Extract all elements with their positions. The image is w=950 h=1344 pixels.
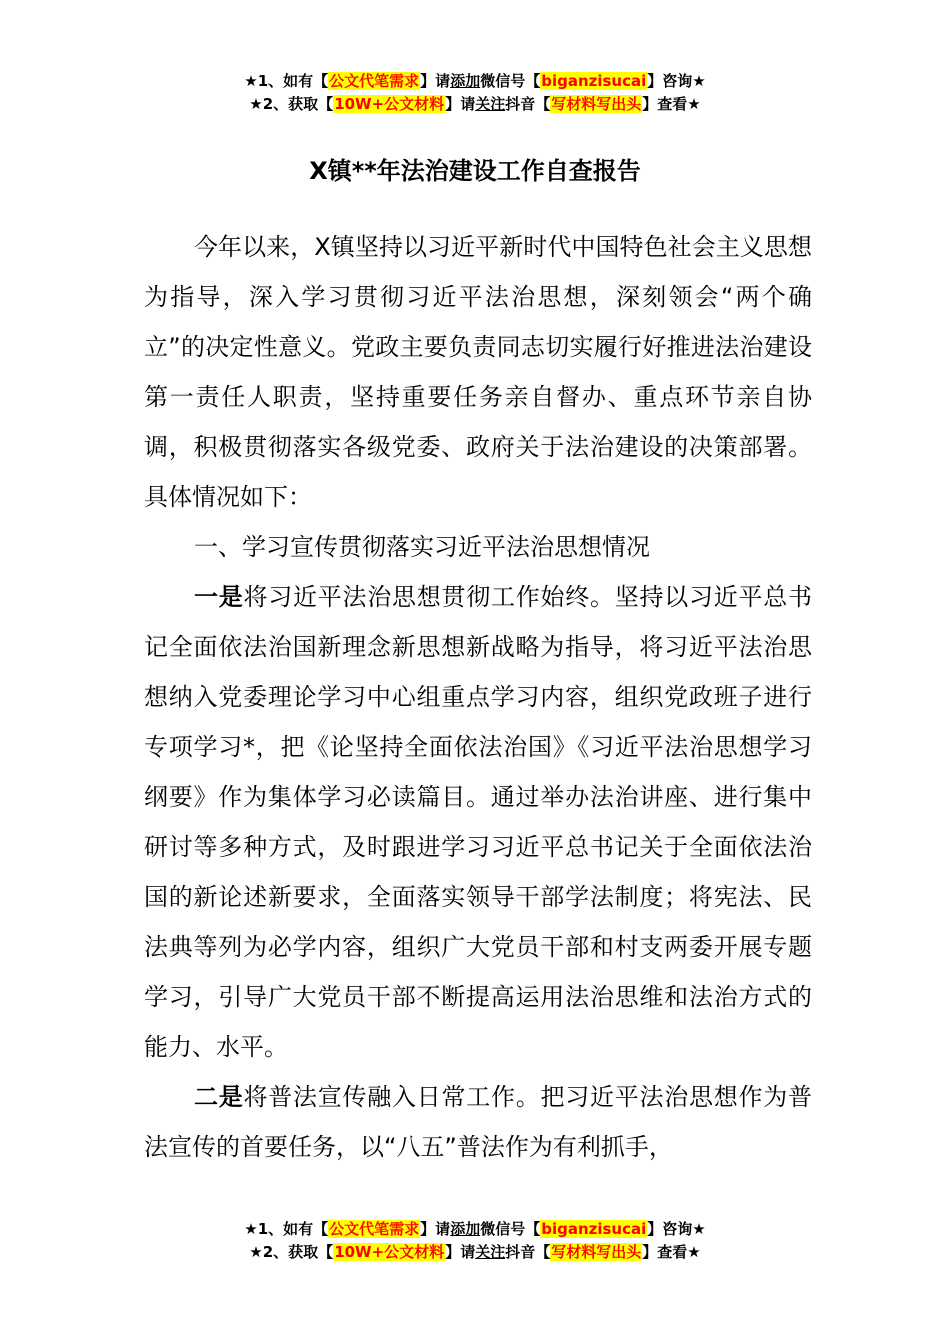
point-label: 一是 bbox=[194, 583, 244, 611]
header-banner bbox=[0, 70, 950, 116]
highlight-douyin: 写材料写出头 bbox=[551, 1243, 642, 1261]
highlight-wechat-id: biganzisucai bbox=[541, 72, 647, 90]
highlight-douyin: 写材料写出头 bbox=[551, 95, 642, 113]
point-one-paragraph: 一是将习近平法治思想贯彻工作始终。坚持以习近平总书记全面依法治国新理念新思想新战略为指导，将习近平法治思想纳入党委理论学习中心组重点学习内容，组织党政班子进行专项学习*，把《论坚持全面依法治国》《习近平法治思想学习纲要》作为集体学习必读篇目。通过举办法治讲座、进行集中研讨等多种方式，及时跟进学习习近平总书记关于全面依法治国的新论述新要求，全面落实领导干部学法制度；将宪法、民法典等列为必学内容，组织广大党员干部和村支两委开展专题学习，引导广大党员干部不断提高运用法治思维和法治方式的能力、水平。 bbox=[144, 583, 812, 1061]
banner-line-1: ★1、如有【公文代笔需求】请添加微信号【biganzisucai】咨询★ bbox=[244, 72, 706, 90]
highlight-materials: 10W+公文材料 bbox=[334, 95, 445, 113]
point-two-paragraph: 二是将普法宣传融入日常工作。把习近平法治思想作为普法宣传的首要任务，以“八五”普法作为有利抓手， bbox=[144, 1083, 812, 1161]
highlight-wechat-id: biganzisucai bbox=[541, 1220, 647, 1238]
section-heading: 一、学习宣传贯彻落实习近平法治思想情况 bbox=[194, 533, 650, 561]
highlight-materials: 10W+公文材料 bbox=[334, 1243, 445, 1261]
intro-paragraph: 今年以来，X镇坚持以习近平新时代中国特色社会主义思想为指导，深入学习贯彻习近平法治思想，深刻领会“两个确立”的决定性意义。党政主要负责同志切实履行好推进法治建设第一责任人职责，坚持重要任务亲自督办、重点环节亲自协调，积极贯彻落实各级党委、政府关于法治建设的决策部署。具体情况如下： bbox=[144, 233, 812, 511]
highlight-service: 公文代笔需求 bbox=[329, 72, 420, 90]
document-body bbox=[144, 222, 812, 1172]
banner-line-1: ★1、如有【公文代笔需求】请添加微信号【biganzisucai】咨询★ bbox=[244, 1220, 706, 1238]
point-label: 二是 bbox=[194, 1083, 244, 1111]
banner-line-2: ★2、获取【10W+公文材料】请关注抖音【写材料写出头】查看★ bbox=[249, 95, 701, 113]
document-title: X镇**年法治建设工作自查报告 bbox=[309, 157, 641, 185]
footer-banner bbox=[0, 1218, 950, 1264]
highlight-service: 公文代笔需求 bbox=[329, 1220, 420, 1238]
banner-line-2: ★2、获取【10W+公文材料】请关注抖音【写材料写出头】查看★ bbox=[249, 1243, 701, 1261]
